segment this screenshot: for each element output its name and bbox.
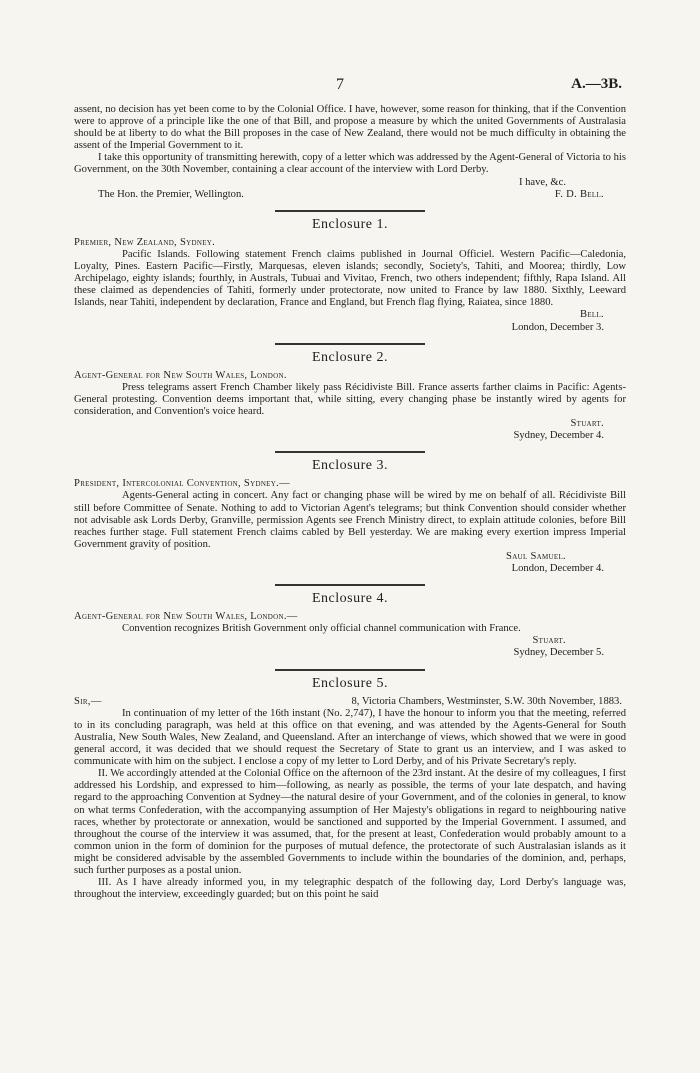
enclosure-2-place-date: Sydney, December 4. <box>513 430 604 442</box>
enclosure-2-signature: Stuart. <box>570 418 604 430</box>
enclosure-3-signature: Saul Samuel. <box>506 550 566 562</box>
enclosure-1-addressee: Premier, New Zealand, Sydney. <box>74 236 216 248</box>
enclosure-1-title: Enclosure 1. <box>312 216 388 232</box>
enclosure-2-text: Press telegrams assert French Chamber likely pass Récidiviste Bill. France asserts farther claims in Pacific: Agents-General protesting. Convention deems important that, while sitting, every changing phase be instantly wired by agents for consideration, and Convention's voice heard. <box>74 381 626 417</box>
enclosure-5-address: 8, Victoria Chambers, Westminster, S.W. 30th November, 1883. <box>351 695 622 707</box>
enclosure-5-salutation: Sir,— <box>74 695 102 707</box>
section-divider <box>275 451 425 453</box>
enclosure-3-addressee: President, Intercolonial Convention, Sydney.— <box>74 478 290 490</box>
section-divider <box>275 669 425 671</box>
enclosure-1-signature: Bell. <box>579 309 604 321</box>
enclosure-1-text: Pacific Islands. Following statement French claims published in Journal Officiel. Western Pacific—Caledonia, Loyalty, Pines. Eastern Pacific—Firstly, Marquesas, eleven islands; secondly, Society's, Tahiti, and Moorea; thirdly, Low Archipelago, eighty islands; fourthly, in Australs, Tubuai and Vivitao, French, two others independent; fifthly, Rapa Island. All these claimed as dependencies of Tahiti, formerly under protectorate, now united to France by law 1880. Sixthly, Leeward Islands, near Tahiti, independent by declaration, France and England, but French flag flying, Raiatea, since 1880. <box>74 248 626 309</box>
enclosure-4-signature: Stuart. <box>532 635 566 647</box>
intro-paragraph-2: I take this opportunity of transmitting herewith, copy of a letter which was addressed by the Agent-General of Victoria to his Government, on the 30th November, containing a clear account of the interview with Lord Derby. <box>74 152 626 176</box>
intro-closing-line <box>74 177 626 189</box>
enclosure-4-text: Convention recognizes British Government only official channel communication with France. <box>122 623 521 635</box>
enclosure-5-header <box>74 696 626 708</box>
enclosure-2-title: Enclosure 2. <box>312 349 388 365</box>
enclosure-4-place-date: Sydney, December 5. <box>513 647 604 659</box>
section-divider <box>275 584 425 586</box>
page-number: 7 <box>336 76 344 93</box>
section-divider <box>275 343 425 345</box>
intro-closing: I have, &c. <box>518 176 566 188</box>
section-divider <box>275 210 425 212</box>
enclosure-3-title: Enclosure 3. <box>312 458 388 474</box>
intro-addressee: The Hon. the Premier, Wellington. <box>98 188 244 200</box>
enclosure-4-addressee: Agent-General for New South Wales, London.— <box>74 611 298 623</box>
enclosure-4-title: Enclosure 4. <box>312 591 388 607</box>
enclosure-5-paragraph-2: II. We accordingly attended at the Colonial Office on the afternoon of the 23rd instant. At the desire of my colleagues, I first addressed his Lordship, and expressed to him—following, as nearly as possible, the terms of your late despatch, and having regard to the approaching Convention at Sydney—the natural desire of your Government, and of the colonies in general, to know on what terms Confederation, with the accompanying assumption of Her Majesty's obligations in regard to neighbouring native races, whether by protectorate or annexation, would be sanctioned and supported by the Imperial Government. I assumed, and throughout the course of the interview it was assumed, that, for the present at least, Confederation would probably amount to a common union in the form of dominion for the purposes of mutual defence, the protectorate of such Australasian islands as it might be considered advisable by the assembled Governments to include within the boundaries of the dominion, and, perhaps, such further purposes as a postal union. <box>74 768 626 876</box>
document-body <box>74 104 626 901</box>
document-reference: A.—3B. <box>571 76 622 92</box>
enclosure-3-text: Agents-General acting in concert. Any fact or changing phase will be wired by me on behalf of all. Récidiviste Bill still before Committee of Senate. Nothing to add to Victorian Agent's telegrams; but think Convention should consider whether not advisable ask Lords Derby, Granville, permission Agents see French Ministry direct, to explain attitude colonies, before Bill reaches further stage. Full statement French claims cabled by Bell yesterday. We are making every exertion impress Imperial Government gravity of position. <box>74 490 626 550</box>
enclosure-5-paragraph-3: III. As I have already informed you, in my telegraphic despatch of the following day, Lord Derby's language was, throughout the interview, exceedingly guarded; but on this point he said <box>74 877 626 901</box>
enclosure-3-place-date: London, December 4. <box>511 563 604 574</box>
enclosure-1-place-date: London, December 3. <box>511 321 604 333</box>
enclosure-5-paragraph-1: In continuation of my letter of the 16th instant (No. 2,747), I have the honour to inform you that the meeting, referred to in its concluding paragraph, was held at this office on that evening, and was attended by the Agents-General for South Australia, New South Wales, New Zealand, and Queensland. After an interchange of views, which showed that we were in good general accord, it was decided that we should request the Secretary of State to grant us an interview, and I was asked to communicate with him on the subject. I enclose a copy of my letter to Lord Derby, and of his Private Secretary's reply. <box>74 707 626 768</box>
intro-signature-line <box>74 189 626 201</box>
intro-paragraph-1: assent, no decision has yet been come to by the Colonial Office. I have, however, some reason for thinking, that if the Convention were to approve of a principle like the one of that Bill, and propose a measure by which the united Governments of Australasia should be at liberty to do what the Bill proposes in the case of New Zealand, there would not be much difficulty in obtaining the assent of the Imperial Government to it. <box>74 104 626 152</box>
intro-signature: F. D. Bell. <box>554 188 604 200</box>
enclosure-5-title: Enclosure 5. <box>312 675 388 691</box>
enclosure-2-addressee: Agent-General for New South Wales, London. <box>74 369 287 381</box>
